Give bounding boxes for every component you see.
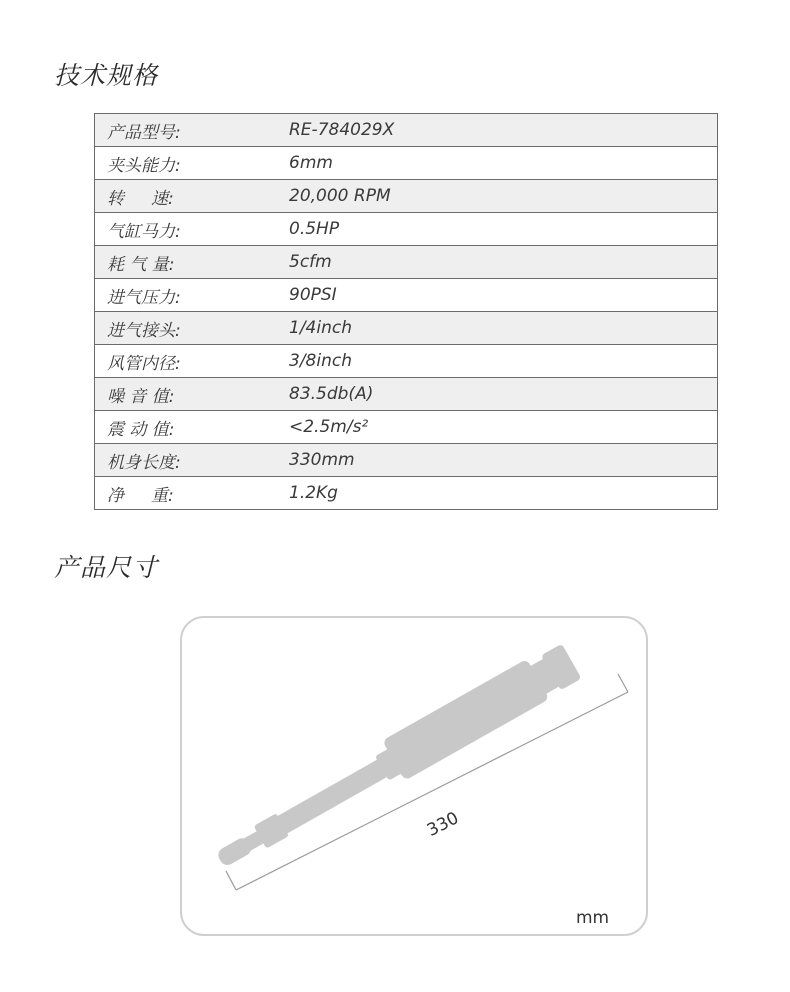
rear-shaft (276, 758, 390, 834)
spec-label: 产品型号: (107, 122, 181, 143)
spec-row-air-consumption (95, 246, 717, 279)
spec-row-hose (95, 345, 717, 378)
dimension-length: 330 (424, 808, 462, 841)
spec-label: 净 重: (107, 485, 174, 506)
spec-value: 5cfm (289, 252, 332, 272)
dimension-diagram (180, 616, 648, 936)
spec-label: 气缸马力: (107, 221, 181, 242)
spec-value: 0.5HP (289, 219, 340, 239)
dimension-unit: mm (576, 908, 610, 928)
spec-row-power (95, 213, 717, 246)
spec-label: 进气接头: (107, 320, 181, 341)
spec-label: 耗 气 量: (107, 254, 175, 275)
spec-value: 330mm (289, 450, 355, 470)
spec-row-speed (95, 180, 717, 213)
spec-label: 转 速: (107, 188, 174, 209)
spec-row-air-inlet (95, 312, 717, 345)
spec-value: 3/8inch (289, 351, 352, 371)
spec-value: <2.5m/s² (289, 417, 369, 437)
dimension-line (226, 674, 628, 890)
spec-label: 夹头能力: (107, 155, 181, 176)
spec-value: 1.2Kg (289, 483, 338, 503)
tool-drawing (182, 618, 650, 938)
spec-label: 风管内径: (107, 353, 181, 374)
specs-heading: 技术规格 (54, 61, 159, 90)
spec-value: 6mm (289, 153, 333, 173)
spec-label: 机身长度: (107, 452, 181, 473)
spec-row-length (95, 444, 717, 477)
die-grinder-silhouette (208, 640, 582, 879)
spec-row-vibration (95, 411, 717, 444)
spec-row-air-pressure (95, 279, 717, 312)
spec-value: RE-784029X (289, 120, 395, 140)
spec-value: 90PSI (289, 285, 337, 305)
spec-value: 20,000 RPM (289, 186, 391, 206)
spec-value: 83.5db(A) (289, 384, 374, 404)
spec-table (94, 113, 718, 510)
dimensions-heading: 产品尺寸 (54, 553, 159, 582)
spec-row-noise (95, 378, 717, 411)
spec-label: 噪 音 值: (107, 386, 175, 407)
spec-value: 1/4inch (289, 318, 352, 338)
spec-label: 震 动 值: (107, 419, 175, 440)
spec-row-model (95, 114, 717, 147)
motor-housing (382, 659, 549, 781)
spec-label: 进气压力: (107, 287, 181, 308)
spec-row-weight (95, 477, 717, 510)
spec-row-chuck (95, 147, 717, 180)
